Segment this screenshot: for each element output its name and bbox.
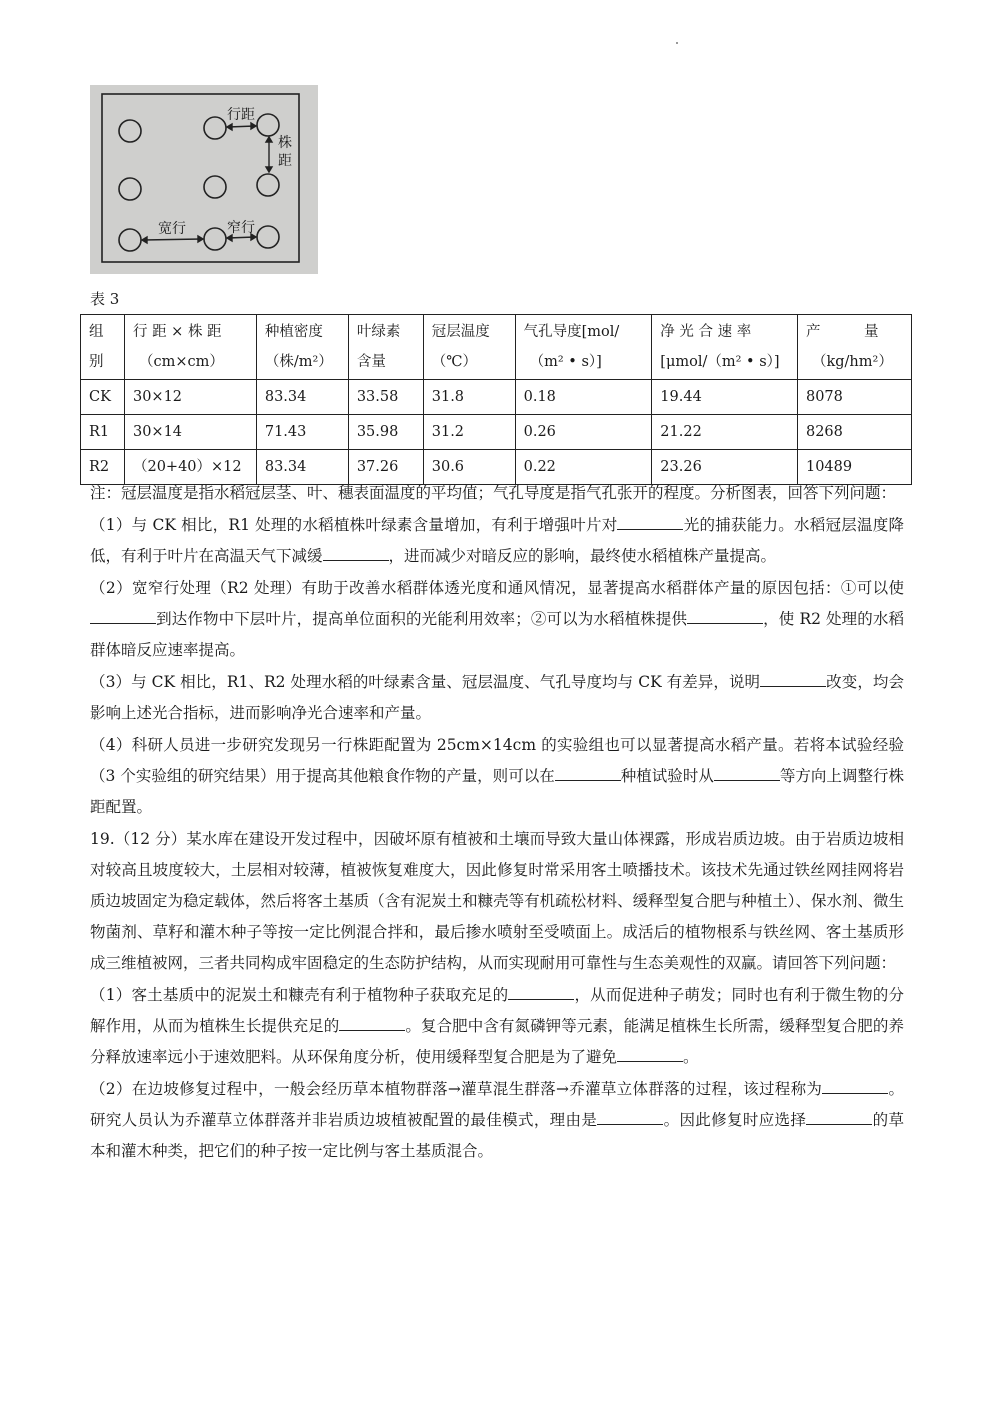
table-header-row <box>81 315 912 380</box>
table-cell: CK <box>81 380 125 415</box>
planting-layout-diagram <box>90 85 318 274</box>
table-cell: 0.18 <box>515 380 652 415</box>
table-caption: 表 3 <box>90 290 120 308</box>
answer-blank[interactable] <box>508 985 574 1000</box>
table-cell: 35.98 <box>348 415 423 450</box>
plant-spacing-label-2: 距 <box>278 153 292 169</box>
table-cell: R1 <box>81 415 125 450</box>
header-cell: 气孔导度[mol/ （m² • s）] <box>515 315 652 380</box>
table-cell: 71.43 <box>256 415 348 450</box>
answer-blank[interactable] <box>555 766 621 781</box>
table-cell: 33.58 <box>348 380 423 415</box>
table-cell: 8078 <box>797 380 911 415</box>
table-cell: 30×14 <box>124 415 256 450</box>
answer-blank[interactable] <box>323 546 389 561</box>
table-cell: 19.44 <box>652 380 798 415</box>
row-spacing-label: 行距 <box>227 107 255 123</box>
question-2: （2）宽窄行处理（R2 处理）有助于改善水稻群体透光度和通风情况，显著提高水稻群体产量的原因包括：①可以使到达作物中下层叶片，提高单位面积的光能利用效率；②可以为水稻植株提供 ，使 R2 处理的水稻群体暗反应速率提高。 <box>90 579 904 659</box>
table-cell: 30×12 <box>124 380 256 415</box>
question-19-stem: 19.（12 分）某水库在建设开发过程中，因破坏原有植被和土壤而导致大量山体裸露，形成岩质边坡。由于岩质边坡相对较高且坡度较大，土层相对较薄，植被恢复难度大，因此修复时常采用客土喷播技术。该技术先通过铁丝网挂网将岩质边坡固定为稳定载体，然后将客土基质（含有泥炭土和糠壳等有机疏松材料、缓释型复合肥与种植土）、保水剂、微生物菌剂、草籽和灌木种子等按一定比例混合拌和，最后掺水喷射至受喷面上。成活后的植物根系与铁丝网、客土基质形成三维植被网，三者共同构成牢固稳定的生态防护结构，从而实现耐用可靠性与生态美观性的双赢。请回答下列问题： <box>90 830 904 972</box>
header-cell: 行 距 × 株 距 （cm×cm） <box>124 315 256 380</box>
plant-spacing-label-1: 株 <box>278 135 292 151</box>
answer-blank[interactable] <box>714 766 780 781</box>
header-cell: 叶绿素 含量 <box>348 315 423 380</box>
header-cell: 冠层温度 （℃） <box>423 315 515 380</box>
data-table <box>80 314 912 485</box>
answer-blank[interactable] <box>617 1047 683 1062</box>
header-cell: 组 别 <box>81 315 125 380</box>
header-cell: 种植密度 （株/m²） <box>256 315 348 380</box>
table-cell: 0.26 <box>515 415 652 450</box>
answer-blank[interactable] <box>597 1110 663 1125</box>
answer-blank[interactable] <box>806 1110 872 1125</box>
table-cell: 10489 <box>797 450 911 485</box>
question-3: （3）与 CK 相比，R1、R2 处理水稻的叶绿素含量、冠层温度、气孔导度均与 CK 有差异，说明 改变，均会影响上述光合指标，进而影响净光合速率和产量。 <box>90 673 904 722</box>
answer-blank[interactable] <box>90 609 156 624</box>
narrow-row-label: 窄行 <box>227 220 255 236</box>
answer-blank[interactable] <box>822 1079 888 1094</box>
question-4: （4）科研人员进一步研究发现另一行株距配置为 25cm×14cm 的实验组也可以显著提高水稻产量。若将本试验经验（3 个实验组的研究结果）用于提高其他粮食作物的产量，则可以在 种植试验时从 等方向上调整行株距配置。 <box>90 736 904 816</box>
answer-blank[interactable] <box>687 609 763 624</box>
table-cell: 31.2 <box>423 415 515 450</box>
answer-blank[interactable] <box>760 672 826 687</box>
table-cell: 23.26 <box>652 450 798 485</box>
question-1: （1）与 CK 相比，R1 处理的水稻植株叶绿素含量增加，有利于增强叶片对 光的捕获能力。水稻冠层温度降低，有利于叶片在高温天气下减缓 ，进而减少对暗反应的影响，最终使水稻植株产量提高。 <box>90 516 904 565</box>
table-row <box>81 415 912 450</box>
table-cell: 8268 <box>797 415 911 450</box>
answer-blank[interactable] <box>617 515 683 530</box>
question-19-2: （2）在边坡修复过程中，一般会经历草本植物群落→灌草混生群落→乔灌草立体群落的过程，该过程称为 。研究人员认为乔灌草立体群落并非岩质边坡植被配置的最佳模式，理由是 。因此修复时应选择 的草本和灌木种类，把它们的种子按一定比例与客土基质混合。 <box>90 1080 904 1160</box>
table-cell: R2 <box>81 450 125 485</box>
table-cell: （20+40）×12 <box>124 450 256 485</box>
table-cell: 31.8 <box>423 380 515 415</box>
question-19-1: （1）客土基质中的泥炭土和糠壳有利于植物种子获取充足的 ，从而促进种子萌发；同时也有利于微生物的分解作用，从而为植株生长提供充足的 。复合肥中含有氮磷钾等元素，能满足植株生长所需，缓释型复合肥的养分释放速率远小于速效肥料。从环保角度分析，使用缓释型复合肥是为了避免 。 <box>90 986 904 1066</box>
planting-layout-figure <box>90 85 318 274</box>
question-text <box>90 478 904 1167</box>
header-cell: 产 量 （kg/hm²） <box>797 315 911 380</box>
wide-row-label: 宽行 <box>158 221 186 237</box>
table-cell: 21.22 <box>652 415 798 450</box>
stray-mark <box>676 42 678 44</box>
table-cell: 83.34 <box>256 450 348 485</box>
header-cell: 净 光 合 速 率 [μmol/（m² • s）] <box>652 315 798 380</box>
table-cell: 30.6 <box>423 450 515 485</box>
answer-blank[interactable] <box>339 1016 405 1031</box>
table-cell: 0.22 <box>515 450 652 485</box>
table-note: 注：冠层温度是指水稻冠层茎、叶、穗表面温度的平均值；气孔导度是指气孔张开的程度。分析图表，回答下列问题： <box>90 484 897 502</box>
table-row <box>81 380 912 415</box>
table-cell: 83.34 <box>256 380 348 415</box>
table-cell: 37.26 <box>348 450 423 485</box>
